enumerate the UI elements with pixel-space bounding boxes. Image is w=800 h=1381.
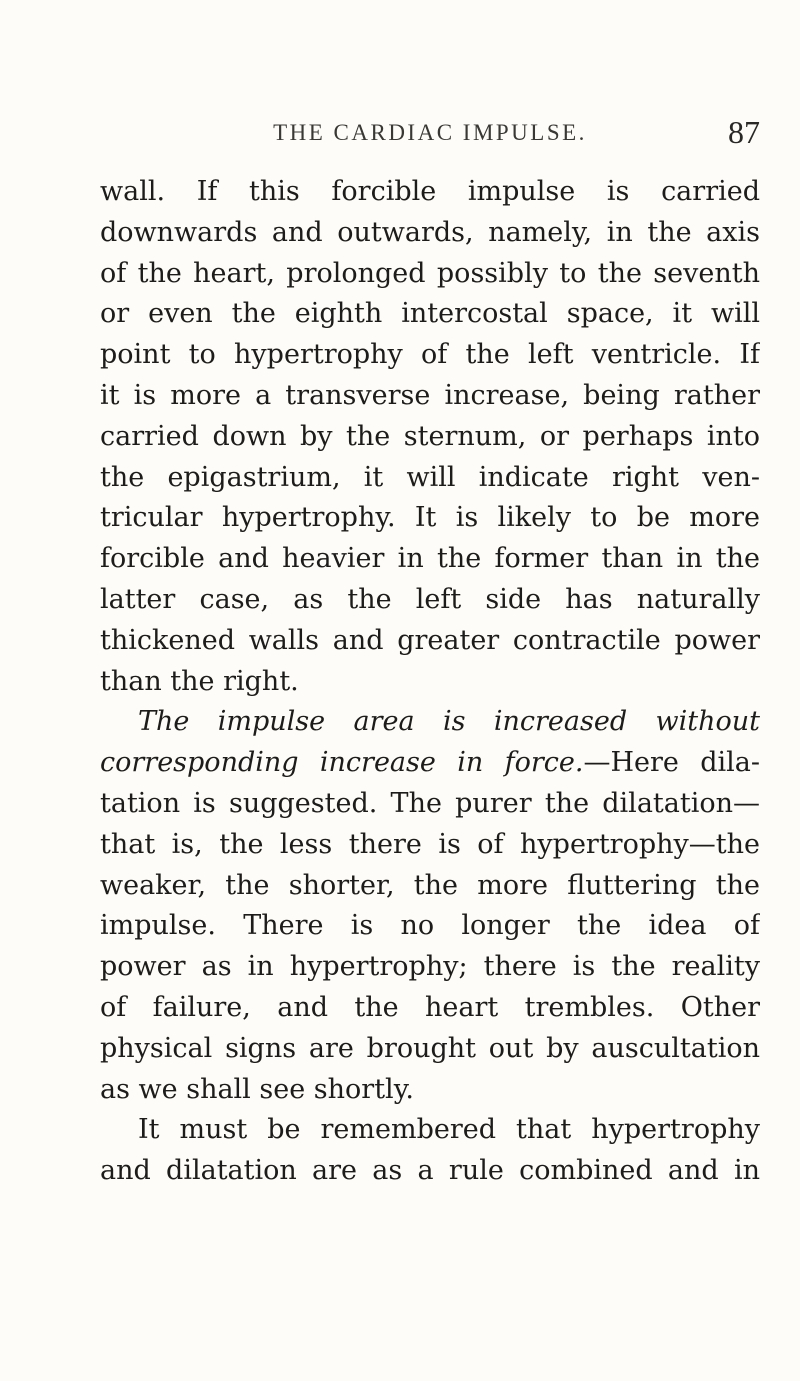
body-text [100,172,760,1192]
text-line: downwards and outwards, namely, in the axis [100,216,760,248]
text-line: or even the eighth intercostal space, it will [100,298,760,330]
section-heading-end: corresponding increase in force. [100,747,584,779]
text-line: weaker, the shorter, the more fluttering the [100,869,760,901]
text-line: and dilatation are as a rule combined and in [100,1155,760,1187]
text-line: wall. If this forcible impulse is carried [100,176,760,207]
text-line: latter case, as the left side has naturally [100,583,760,615]
text-line: it is more a transverse increase, being rather [100,379,760,411]
text-line: power as in hypertrophy; there is the reality [100,951,760,983]
text-line: It must be remembered that hypertrophy [138,1114,760,1146]
text-line: tricular hypertrophy. It is likely to be more [100,502,760,534]
text-line: the epigastrium, it will indicate right ven- [100,461,760,493]
page-number: 87 [728,114,760,150]
text-line: impulse. There is no longer the idea of [100,910,760,942]
text-line: as we shall see shortly. [100,1073,414,1105]
text-line: of failure, and the heart trembles. Other [100,991,760,1023]
running-head: THE CARDIAC IMPULSE. [273,120,587,145]
text-line: point to hypertrophy of the left ventricle. If [100,339,760,371]
text-line: that is, the less there is of hypertrophy—the [100,828,760,860]
text-line: than the right. [100,665,299,697]
text-fragment: —Here dila- [583,747,760,779]
text-line: thickened walls and greater contractile power [100,624,760,656]
text-line: carried down by the sternum, or perhaps into [100,420,760,452]
text-line-mixed [100,743,760,784]
page-header [100,116,760,156]
text-line: forcible and heavier in the former than in the [100,543,760,575]
text-line: physical signs are brought out by auscultation [100,1032,760,1064]
text-line: of the heart, prolonged possibly to the seventh [100,257,760,289]
section-heading-line: The impulse area is increased without [138,706,760,738]
text-line: tation is suggested. The purer the dilatation— [100,787,760,819]
